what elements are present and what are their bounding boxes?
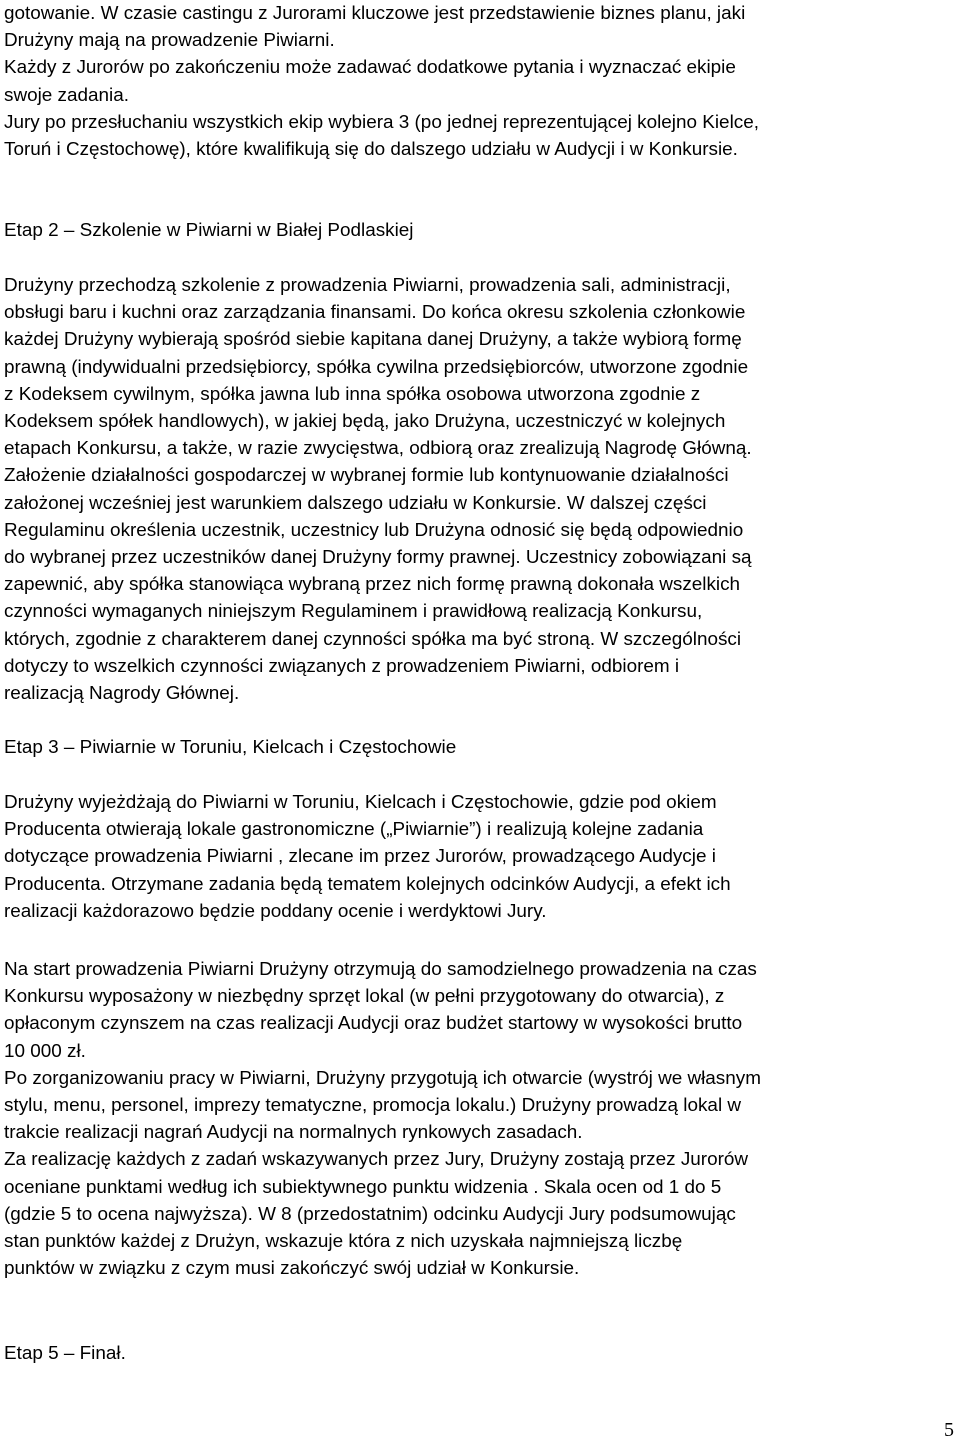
heading-etap-5 bbox=[4, 1340, 956, 1367]
text-line: Za realizację każdych z zadań wskazywanych przez Jury, Drużyny zostają przez Jurorów bbox=[4, 1149, 749, 1171]
heading-etap-3 bbox=[4, 734, 956, 761]
text-line: gotowanie. W czasie castingu z Jurorami kluczowe jest przedstawienie biznes planu, jaki bbox=[4, 3, 746, 24]
text-line: Regulaminu określenia uczestnik, uczestnicy lub Drużyna odnosić się będą odpowiednio bbox=[4, 519, 744, 541]
text-line: Każdy z Jurorów po zakończeniu może zadawać dodatkowe pytania i wyznaczać ekipie bbox=[4, 57, 736, 79]
text-line: Producenta otwierają lokale gastronomiczne („Piwiarnie”) i realizują kolejne zadania bbox=[4, 819, 704, 841]
section-heading: Etap 3 – Piwiarnie w Toruniu, Kielcach i Częstochowie bbox=[4, 737, 457, 758]
text-line: Po zorganizowaniu pracy w Piwiarni, Drużyny przygotują ich otwarcie (wystrój we własnym bbox=[4, 1067, 761, 1089]
text-line: Jury po przesłuchaniu wszystkich ekip wybiera 3 (po jednej reprezentującej kolejno Kielce, bbox=[4, 111, 759, 133]
text-line: stan punktów każdej z Drużyn, wskazuje która z nich uzyskała najmniejszą liczbę bbox=[4, 1231, 683, 1253]
text-line: Założenie działalności gospodarczej w wybranej formie lub kontynuowanie działalności bbox=[4, 465, 729, 487]
text-line: stylu, menu, personel, imprezy tematyczne, promocja lokalu.) Drużyny prowadzą lokal w bbox=[4, 1095, 742, 1117]
text-line: swoje zadania. bbox=[4, 84, 129, 106]
text-line: Drużyny mają na prowadzenie Piwiarni. bbox=[4, 30, 335, 52]
heading-etap-2 bbox=[4, 217, 956, 244]
paragraph-casting bbox=[4, 0, 956, 163]
paragraph-szkolenie bbox=[4, 272, 956, 707]
text-line: oceniane punktami według ich subiektywnego punktu widzenia . Skala ocen od 1 do 5 bbox=[4, 1176, 722, 1198]
text-line: realizacji każdorazowo będzie poddany ocenie i werdyktowi Jury. bbox=[4, 900, 547, 922]
text-line: dotyczące prowadzenia Piwiarni , zlecane im przez Jurorów, prowadzącego Audycje i bbox=[4, 846, 716, 868]
text-line: założonej wcześniej jest warunkiem dalszego udziału w Konkursie. W dalszej części bbox=[4, 492, 707, 514]
text-line: trakcie realizacji nagrań Audycji na normalnych rynkowych zasadach. bbox=[4, 1122, 583, 1144]
text-line: dotyczy to wszelkich czynności związanych z prowadzeniem Piwiarni, odbiorem i bbox=[4, 655, 680, 677]
text-line: zapewnić, aby spółka stanowiąca wybraną przez nich formę prawną dokonała wszelkich bbox=[4, 574, 741, 596]
text-line: obsługi baru i kuchni oraz zarządzania finansami. Do końca okresu szkolenia członkowie bbox=[4, 302, 746, 324]
text-line: etapach Konkursu, a także, w razie zwycięstwa, odbiorą oraz zrealizują Nagrodę Główną. bbox=[4, 438, 752, 460]
section-heading: Etap 2 – Szkolenie w Piwiarni w Białej Podlaskiej bbox=[4, 220, 414, 241]
text-line: realizacją Nagrody Głównej. bbox=[4, 683, 240, 705]
paragraph-start bbox=[4, 956, 956, 1282]
text-line: Drużyny wyjeżdżają do Piwiarni w Toruniu, Kielcach i Częstochowie, gdzie pod okiem bbox=[4, 792, 717, 813]
text-line: których, zgodnie z charakterem danej czynności spółka ma być stroną. W szczególności bbox=[4, 628, 742, 650]
text-line: do wybranej przez uczestników danej Drużyny formy prawnej. Uczestnicy zobowiązani są bbox=[4, 547, 752, 569]
text-line: (gdzie 5 to ocena najwyższa). W 8 (przedostatnim) odcinku Audycji Jury podsumowując bbox=[4, 1203, 736, 1225]
page-number: 5 bbox=[944, 1419, 954, 1441]
text-line: Konkursu wyposażony w niezbędny sprzęt lokal (w pełni przygotowany do otwarcia), z bbox=[4, 986, 725, 1008]
text-line: Producenta. Otrzymane zadania będą tematem kolejnych odcinków Audycji, a efekt ich bbox=[4, 873, 731, 895]
text-line: każdej Drużyny wybierają spośród siebie kapitana danej Drużyny, a także wybiorą formę bbox=[4, 329, 742, 351]
text-line: Toruń i Częstochowę), które kwalifikują się do dalszego udziału w Audycji i w Konkursie. bbox=[4, 139, 738, 161]
text-line: z Kodeksem cywilnym, spółka jawna lub inna spółka osobowa utworzona zgodnie z bbox=[4, 383, 701, 405]
text-line: punktów w związku z czym musi zakończyć swój udział w Konkursie. bbox=[4, 1258, 580, 1280]
paragraph-piwiarnie bbox=[4, 789, 956, 925]
section-heading: Etap 5 – Finał. bbox=[4, 1343, 126, 1364]
text-line: prawną (indywidualni przedsiębiorcy, spółka cywilna przedsiębiorców, utworzone zgodnie bbox=[4, 356, 749, 378]
text-line: opłaconym czynszem na czas realizacji Audycji oraz budżet startowy w wysokości brutto bbox=[4, 1013, 743, 1035]
text-line: czynności wymaganych niniejszym Regulaminem i prawidłową realizacją Konkursu, bbox=[4, 601, 703, 623]
text-line: Na start prowadzenia Piwiarni Drużyny otrzymują do samodzielnego prowadzenia na czas bbox=[4, 959, 757, 980]
text-line: Kodeksem spółek handlowych), w jakiej będą, jako Drużyna, uczestniczyć w kolejnych bbox=[4, 411, 726, 433]
text-line: 10 000 zł. bbox=[4, 1040, 86, 1062]
text-line: Drużyny przechodzą szkolenie z prowadzenia Piwiarni, prowadzenia sali, administracji, bbox=[4, 275, 731, 296]
